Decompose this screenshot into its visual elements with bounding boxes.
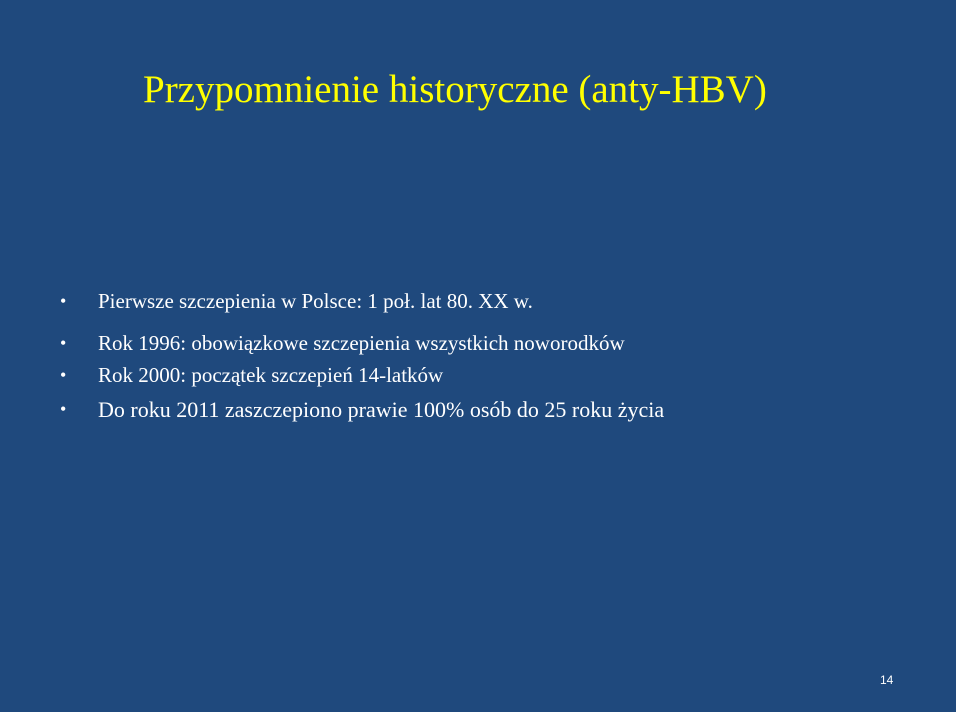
bullet-marker: •: [60, 365, 67, 385]
bullet-text: Rok 2000: początek szczepień 14-latków: [98, 363, 444, 387]
bullet-item: [60, 330, 664, 357]
bullet-item: [60, 362, 664, 389]
bullet-text: Rok 1996: obowiązkowe szczepienia wszystkich noworodków: [98, 331, 625, 355]
bullet-marker: •: [60, 399, 67, 419]
bullet-item: [60, 288, 664, 315]
page-number: 14: [880, 673, 894, 687]
slide-title: Przypomnienie historyczne (anty-HBV): [143, 68, 767, 111]
bullet-marker: •: [60, 333, 67, 353]
bullet-marker: •: [60, 291, 67, 311]
bullet-text: Do roku 2011 zaszczepiono prawie 100% osób do 25 roku życia: [98, 397, 665, 422]
bullet-text: Pierwsze szczepienia w Polsce: 1 poł. lat 80. XX w.: [98, 289, 533, 313]
bullet-item: [60, 396, 664, 423]
bullet-list: [60, 288, 664, 423]
